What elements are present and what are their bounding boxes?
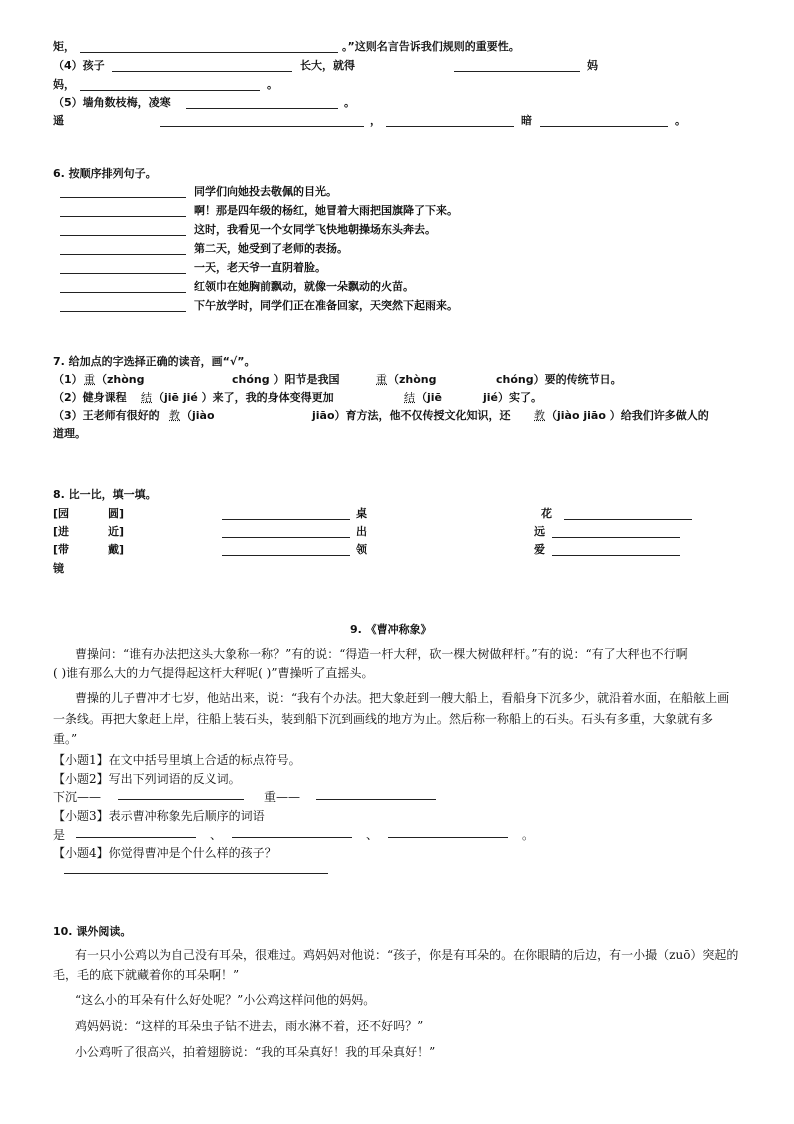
- q8-tail: 镜: [53, 562, 64, 575]
- q7-l4: 道理。: [53, 427, 86, 440]
- q6-sentence: 啊！那是四年级的杨红，她冒着大雨把国旗降了下来。: [194, 204, 458, 217]
- q8-blank[interactable]: [222, 555, 350, 556]
- q5-line5-b: ，: [370, 114, 381, 127]
- q5-line2-b: 长大，就得: [300, 59, 355, 72]
- q9-sub3-c: 、: [366, 828, 379, 842]
- q10-title: 10. 课外阅读。: [53, 925, 132, 938]
- q7-l2-a: （2）健身课程: [53, 391, 127, 404]
- q9-para2-line3: 重。”: [53, 732, 78, 746]
- q5-line1-suffix: 。”这则名言告诉我们规则的重要性。: [342, 40, 520, 53]
- q8-r3-a: [带: [53, 543, 70, 556]
- q7-l1-char-2: 重: [376, 373, 387, 386]
- q5-blank-1[interactable]: [80, 52, 338, 53]
- q8-r2-a: [进: [53, 525, 70, 538]
- q7-l1-opt-a[interactable]: （zhòng: [96, 373, 145, 386]
- q7-l1-char: 重: [84, 373, 95, 386]
- q6-order-blank[interactable]: [60, 292, 186, 293]
- q7-l3-char: 教: [169, 409, 180, 422]
- q7-l3-opts[interactable]: （jiào jiāo ）给我们许多做人的: [546, 409, 709, 422]
- q7-l3-a: （3）王老师有很好的: [53, 409, 160, 422]
- q7-l3-opt-b[interactable]: jiāo）育方法，他不仅传授文化知识，还: [312, 409, 511, 422]
- q7-l1-opt-b[interactable]: chóng ）阳节是我国: [232, 373, 340, 386]
- q10-para2: “这么小的耳朵有什么好处呢？”小公鸡这样问他的妈妈。: [75, 993, 376, 1007]
- q9-antonym-blank-2[interactable]: [316, 799, 436, 800]
- q8-blank[interactable]: [564, 519, 692, 520]
- q9-sub2-a: 下沉——: [53, 790, 102, 804]
- q8-blank[interactable]: [222, 519, 350, 520]
- q8-blank[interactable]: [552, 537, 680, 538]
- q8-r3-d: 爱: [534, 543, 545, 556]
- q5-line1-prefix: 矩，: [53, 40, 75, 53]
- q5-line5-d: 。: [675, 114, 686, 127]
- q9-title: 9. 《曹冲称象》: [350, 623, 432, 636]
- q8-r2-c: 出: [356, 525, 367, 538]
- q9-answer-blank[interactable]: [64, 873, 328, 874]
- q7-l1-opt-c[interactable]: （zhòng: [388, 373, 437, 386]
- q8-title: 8. 比一比，填一填。: [53, 488, 157, 501]
- q5-line5-c: 暗: [521, 114, 532, 127]
- q8-r1-c: 桌: [356, 507, 367, 520]
- q6-title: 6. 按顺序排列句子。: [53, 167, 157, 180]
- q9-sub3-a: 是: [53, 828, 66, 842]
- q8-r1-d: 花: [541, 507, 552, 520]
- q9-sub3-b: 、: [210, 828, 223, 842]
- q8-r2-b: 近]: [108, 525, 125, 538]
- q9-order-blank-2[interactable]: [232, 837, 352, 838]
- q7-l3-opt-a[interactable]: （jiào: [181, 409, 215, 422]
- q6-order-blank[interactable]: [60, 216, 186, 217]
- q9-order-blank-3[interactable]: [388, 837, 508, 838]
- q8-blank[interactable]: [222, 537, 350, 538]
- q9-sub3: 【小题3】表示曹冲称象先后顺序的词语: [53, 809, 265, 823]
- q9-sub4: 【小题4】你觉得曹冲是个什么样的孩子？: [53, 846, 277, 860]
- q5-blank-3[interactable]: [454, 71, 580, 72]
- q9-sub1: 【小题1】在文中括号里填上合适的标点符号。: [53, 753, 301, 767]
- q5-blank-4[interactable]: [80, 90, 260, 91]
- q9-antonym-blank-1[interactable]: [118, 799, 244, 800]
- q7-l3-char-2: 教: [534, 409, 545, 422]
- q6-order-blank[interactable]: [60, 235, 186, 236]
- q6-sentence: 第二天，她受到了老师的表扬。: [194, 242, 348, 255]
- q6-sentence: 红领巾在她胸前飘动，就像一朵飘动的火苗。: [194, 280, 414, 293]
- q5-blank-6[interactable]: [160, 126, 364, 127]
- q5-blank-7[interactable]: [386, 126, 514, 127]
- q9-para2-line1: 曹操的儿子曹冲才七岁，他站出来，说：“我有个办法。把大象赶到一艘大船上，看船身下沉多少，就沿着水面，在船舷上画: [75, 691, 730, 705]
- q8-r3-b: 戴]: [108, 543, 125, 556]
- q7-l1-a: （1）: [53, 373, 83, 386]
- q7-l1-opt-d[interactable]: chóng）要的传统节日。: [496, 373, 622, 386]
- q10-para1-line2: 毛，毛的底下就藏着你的耳朵啊！”: [53, 968, 240, 982]
- q5-line4-b: 。: [344, 96, 355, 109]
- q9-sub2-b: 重——: [264, 790, 301, 804]
- q6-sentence: 一天，老天爷一直阴着脸。: [194, 261, 326, 274]
- q7-l2-opt-b[interactable]: jié）实了。: [483, 391, 543, 404]
- q6-sentence: 下午放学时，同学们正在准备回家，天突然下起雨来。: [194, 299, 458, 312]
- q8-r2-d: 远: [534, 525, 545, 538]
- q6-sentence: 这时，我看见一个女同学飞快地朝操场东头奔去。: [194, 223, 436, 236]
- q10-para3: 鸡妈妈说：“这样的耳朵虫子钻不进去，雨水淋不着，还不好吗？”: [75, 1019, 424, 1033]
- q9-para1-line2[interactable]: ( )谁有那么大的力气提得起这杆大秤呢( )”曹操听了直摇头。: [53, 666, 374, 680]
- q8-blank[interactable]: [552, 555, 680, 556]
- q5-line4-a: （5）墙角数枝梅，凌寒: [53, 96, 171, 109]
- q10-para1-line1: 有一只小公鸡以为自己没有耳朵，很难过。鸡妈妈对他说：“孩子，你是有耳朵的。在你眼睛的后边，有一小撮（zuō）突起的: [75, 948, 739, 962]
- q6-order-blank[interactable]: [60, 273, 186, 274]
- q7-l2-opts[interactable]: （jiē jié ）来了，我的身体变得更加: [153, 391, 334, 404]
- q10-para4: 小公鸡听了很高兴，拍着翅膀说：“我的耳朵真好！我的耳朵真好！”: [75, 1045, 436, 1059]
- q7-l2-char-2: 结: [404, 391, 415, 404]
- q5-line3-b: 。: [267, 78, 278, 91]
- q5-blank-8[interactable]: [540, 126, 668, 127]
- q7-l2-opt-a[interactable]: （jiē: [416, 391, 443, 404]
- q5-line3-a: 妈，: [53, 78, 75, 91]
- q8-r1-b: 圆]: [108, 507, 125, 520]
- q6-order-blank[interactable]: [60, 197, 186, 198]
- q9-sub2: 【小题2】写出下列词语的反义词。: [53, 772, 241, 786]
- q5-line5-a: 遥: [53, 114, 64, 127]
- q5-blank-2[interactable]: [112, 71, 292, 72]
- q6-order-blank[interactable]: [60, 311, 186, 312]
- q6-order-blank[interactable]: [60, 254, 186, 255]
- q9-sub3-d: 。: [522, 828, 535, 842]
- q9-order-blank-1[interactable]: [76, 837, 196, 838]
- q9-para1-line1: 曹操问：“谁有办法把这头大象称一称？”有的说：“得造一杆大秤，砍一棵大树做秤杆。”有的说：“有了大秤也不行啊: [75, 647, 688, 661]
- q5-line2-a: （4）孩子: [53, 59, 105, 72]
- q6-sentence: 同学们向她投去敬佩的目光。: [194, 185, 337, 198]
- q9-para2-line2: 一条线。再把大象赶上岸，往船上装石头，装到船下沉到画线的地方为止。然后称一称船上的石头。石头有多重，大象就有多: [53, 712, 714, 726]
- q8-r1-a: [园: [53, 507, 70, 520]
- q8-r3-c: 领: [356, 543, 367, 556]
- q5-line2-c: 妈: [587, 59, 598, 72]
- q7-title: 7. 给加点的字选择正确的读音，画“√”。: [53, 355, 256, 368]
- q7-l2-char: 结: [141, 391, 152, 404]
- q5-blank-5[interactable]: [186, 108, 338, 109]
